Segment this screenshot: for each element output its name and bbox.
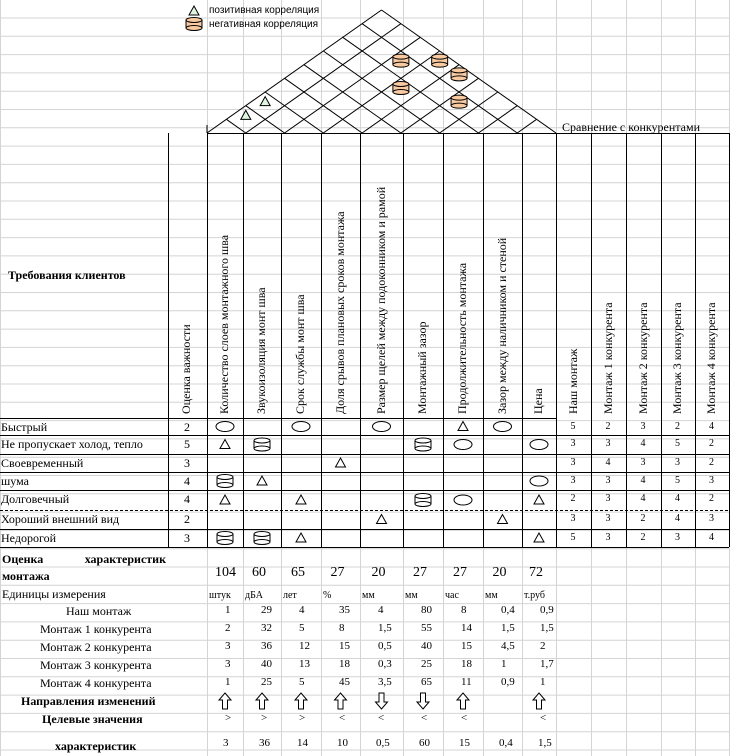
- benchmark-value: 65: [421, 676, 432, 688]
- target-sign: <: [461, 712, 468, 724]
- benchmark-value: 1: [540, 676, 546, 688]
- benchmark-value: 4: [299, 604, 305, 616]
- benchmark-value: 1,7: [540, 658, 554, 670]
- weak-relation-icon: [220, 495, 230, 504]
- characteristic-header: Продолжительность монтажа: [455, 262, 469, 414]
- benchmark-label: Наш монтаж: [66, 604, 132, 618]
- positive-correlation-icon: [241, 110, 251, 119]
- competitor-score: 4: [640, 475, 646, 486]
- competitor-score: 2: [709, 438, 714, 449]
- benchmark-value: 4: [378, 604, 384, 616]
- benchmark-value: 0,3: [378, 658, 392, 670]
- benchmark-value: 13: [299, 658, 310, 670]
- characteristic-header: Срок службы монт шва: [293, 294, 307, 414]
- characteristic-header: Цена: [531, 388, 545, 414]
- competitor-score: 4: [640, 493, 646, 504]
- benchmark-value: 15: [339, 640, 350, 652]
- competitor-score: 5: [570, 421, 576, 432]
- target-sign: >: [261, 712, 268, 724]
- unit-value: мм: [362, 590, 375, 601]
- competitor-score: 3: [570, 438, 576, 449]
- benchmark-value: 80: [421, 604, 432, 616]
- target-value: 10: [337, 737, 348, 749]
- benchmark-value: 1,5: [378, 622, 392, 634]
- benchmark-value: 35: [339, 604, 350, 616]
- benchmark-label: Монтаж 3 конкурента: [40, 658, 152, 672]
- benchmark-label: Монтаж 4 конкурента: [40, 676, 152, 690]
- benchmark-value: 40: [261, 658, 272, 670]
- requirement-name: Быстрый: [1, 420, 48, 434]
- competitor-score: 2: [675, 421, 680, 432]
- negative-correlation-icon: [393, 82, 409, 95]
- roof-line: [362, 65, 459, 133]
- assessment-value: 72: [529, 565, 543, 580]
- competitor-score: 3: [605, 438, 611, 449]
- importance-value: 3: [184, 456, 190, 470]
- benchmark-value: 1: [225, 604, 231, 616]
- benchmark-value: 2: [225, 622, 231, 634]
- unit-value: лет: [283, 590, 297, 601]
- benchmark-value: 36: [261, 640, 272, 652]
- roof-line: [304, 65, 401, 133]
- benchmark-value: 5: [299, 622, 305, 634]
- benchmark-value: 0,9: [540, 604, 554, 616]
- legend-positive-label: позитивная корреляция: [209, 5, 320, 16]
- target-value: 3: [223, 737, 229, 749]
- benchmark-value: 1,5: [540, 622, 554, 634]
- benchmark-value: 3,5: [378, 676, 392, 688]
- competitor-score: 2: [605, 421, 611, 432]
- competitor-score: 4: [709, 421, 714, 432]
- benchmark-value: 11: [461, 676, 472, 688]
- requirement-name: Хороший внешний вид: [1, 512, 120, 526]
- competitor-score: 3: [709, 475, 714, 486]
- requirements-header: Требования клиентов: [8, 268, 126, 282]
- assessment-value: 27: [330, 565, 345, 580]
- negative-correlation-icon: [432, 54, 448, 67]
- benchmark-value: 8: [339, 622, 345, 634]
- benchmark-value: 55: [421, 622, 432, 634]
- assessment-label: Оценка характеристик монтажа: [2, 552, 166, 583]
- competitor-score: 3: [675, 457, 680, 468]
- target-sign: <: [540, 712, 547, 724]
- assessment-value: 27: [413, 565, 427, 580]
- medium-relation-icon: [254, 438, 270, 451]
- benchmark-value: 1: [501, 658, 507, 670]
- positive-correlation-icon: [189, 6, 199, 15]
- assessment-value: 104: [215, 565, 236, 580]
- competitor-header: Монтаж 2 конкурента: [635, 302, 650, 414]
- medium-relation-icon: [217, 532, 233, 545]
- competitor-score: 3: [709, 513, 714, 524]
- weak-relation-icon: [534, 495, 544, 504]
- competitor-score: 3: [570, 457, 576, 468]
- benchmark-value: 32: [261, 622, 272, 634]
- strong-relation-icon: [454, 440, 472, 450]
- unit-value: мм: [405, 590, 418, 601]
- competitor-header: Монтаж 4 конкурента: [704, 302, 718, 414]
- benchmark-value: 25: [261, 676, 272, 688]
- unit-value: штук: [209, 590, 231, 601]
- medium-relation-icon: [254, 532, 270, 545]
- benchmark-value: 0,5: [378, 640, 392, 652]
- characteristic-header: Зазор между наличником и стеной: [494, 237, 509, 414]
- weak-relation-icon: [220, 440, 230, 449]
- competitor-score: 3: [605, 475, 611, 486]
- weak-relation-icon: [498, 515, 508, 524]
- medium-relation-icon: [415, 494, 431, 507]
- assessment-value: 60: [252, 565, 266, 580]
- medium-relation-icon: [217, 475, 233, 488]
- benchmark-label: Монтаж 1 конкурента: [40, 622, 152, 636]
- directions-label: Направления изменений: [21, 694, 156, 708]
- benchmark-value: 3: [225, 640, 231, 652]
- benchmark-value: 4,5: [501, 640, 515, 652]
- negative-correlation-icon: [451, 68, 467, 81]
- negative-correlation-icon: [186, 18, 202, 31]
- competitor-score: 2: [640, 513, 646, 524]
- weak-relation-icon: [336, 458, 346, 467]
- negative-correlation-icon: [393, 54, 409, 67]
- target-value: 36: [259, 737, 270, 749]
- benchmark-value: 0,4: [501, 604, 515, 616]
- importance-value: 3: [184, 531, 190, 545]
- competitor-score: 2: [709, 457, 714, 468]
- target-value: 1,5: [538, 737, 552, 749]
- benchmark-value: 0,9: [501, 676, 515, 688]
- target-value: 60: [419, 737, 430, 749]
- benchmark-value: 15: [461, 640, 472, 652]
- competitor-score: 4: [605, 457, 611, 468]
- competitor-score: 5: [675, 475, 680, 486]
- roof-line: [265, 92, 323, 133]
- roof-line: [440, 92, 498, 133]
- competitor-header: Монтаж 3 конкурента: [670, 302, 684, 414]
- medium-relation-icon: [415, 438, 431, 451]
- importance-value: 5: [184, 437, 190, 451]
- target-sign: <: [378, 712, 385, 724]
- benchmark-value: 18: [339, 658, 350, 670]
- benchmark-value: 3: [225, 658, 231, 670]
- competitor-score: 3: [675, 532, 680, 543]
- importance-value: 4: [184, 474, 190, 488]
- benchmark-value: 1,5: [501, 622, 515, 634]
- weak-relation-icon: [257, 476, 267, 485]
- importance-value: 2: [184, 420, 190, 434]
- requirement-name: Своевременный: [1, 456, 84, 470]
- requirement-name: шума: [1, 474, 29, 488]
- competitor-header: Наш монтаж: [565, 348, 580, 414]
- competitor-score: 3: [570, 513, 576, 524]
- roof-line: [517, 119, 536, 133]
- benchmark-value: 2: [540, 640, 546, 652]
- competitor-score: 3: [640, 421, 646, 432]
- weak-relation-icon: [534, 533, 544, 542]
- benchmark-value: 45: [339, 676, 350, 688]
- competitor-score: 3: [640, 457, 646, 468]
- positive-correlation-icon: [260, 97, 270, 106]
- competitor-score: 4: [709, 532, 714, 543]
- assessment-value: 20: [371, 565, 386, 580]
- target-value: 0,5: [376, 737, 390, 749]
- benchmark-label: Монтаж 2 конкурента: [40, 640, 152, 654]
- unit-value: т.руб: [524, 590, 545, 601]
- units-label: Единицы измерения: [2, 587, 106, 601]
- competitor-score: 3: [605, 513, 611, 524]
- target-sign: <: [421, 712, 428, 724]
- benchmark-value: 5: [299, 676, 305, 688]
- target-sign: <: [339, 712, 346, 724]
- negative-correlation-icon: [451, 95, 467, 108]
- roof-line: [343, 37, 479, 133]
- importance-header: Оценка важности: [179, 324, 193, 414]
- characteristic-header: Размер щелей между подоконником и рамой: [373, 186, 388, 414]
- weak-relation-icon: [458, 422, 468, 431]
- competitor-score: 5: [570, 532, 576, 543]
- requirement-name: Долговечный: [1, 492, 70, 506]
- competitor-score: 4: [640, 438, 646, 449]
- roof-line: [226, 119, 245, 133]
- roof-line: [382, 10, 557, 133]
- requirement-name: Недорогой: [1, 531, 56, 545]
- characteristic-header: Количество слоев монтажного шва: [217, 234, 231, 414]
- weak-relation-icon: [296, 495, 306, 504]
- assessment-value: 65: [291, 565, 305, 580]
- target-sign: >: [225, 712, 232, 724]
- benchmark-value: 29: [261, 604, 272, 616]
- strong-relation-icon: [292, 422, 310, 432]
- competitor-score: 3: [605, 532, 611, 543]
- benchmark-value: 25: [421, 658, 432, 670]
- targets-label-2: характеристик: [55, 739, 137, 753]
- targets-label: Целевые значения: [42, 712, 143, 726]
- competitor-header: Монтаж 1 конкурента: [600, 302, 615, 414]
- weak-relation-icon: [296, 533, 306, 542]
- benchmark-value: 40: [421, 640, 432, 652]
- weak-relation-icon: [377, 515, 387, 524]
- benchmark-value: 18: [461, 658, 472, 670]
- strong-relation-icon: [494, 422, 512, 432]
- unit-value: дБА: [245, 590, 263, 601]
- target-value: 0,4: [499, 737, 513, 749]
- competitor-score: 3: [570, 475, 576, 486]
- characteristic-header: Монтажный зазор: [415, 321, 429, 414]
- competitor-score: 3: [605, 493, 611, 504]
- benchmark-value: 8: [461, 604, 467, 616]
- competitor-score: 5: [675, 438, 680, 449]
- competitor-score: 2: [570, 493, 576, 504]
- benchmark-value: 14: [461, 622, 472, 634]
- competitor-score: 2: [709, 493, 714, 504]
- assessment-value: 27: [453, 565, 467, 580]
- strong-relation-icon: [454, 495, 472, 505]
- importance-value: 2: [184, 512, 190, 526]
- competitor-score: 2: [640, 532, 646, 543]
- assessment-value: 20: [492, 565, 507, 580]
- target-value: 15: [459, 737, 470, 749]
- competitor-score: 4: [675, 493, 680, 504]
- strong-relation-icon: [216, 422, 234, 432]
- importance-value: 4: [184, 492, 190, 506]
- requirement-name: Не пропускает холод, тепло: [1, 437, 143, 451]
- strong-relation-icon: [530, 476, 548, 486]
- characteristic-header: Звукоизоляция монт шва: [254, 287, 268, 414]
- unit-value: мм: [485, 590, 498, 601]
- benchmark-value: 12: [299, 640, 310, 652]
- unit-value: %: [323, 590, 332, 601]
- legend-negative-label: негативная корреляция: [209, 19, 318, 30]
- strong-relation-icon: [530, 440, 548, 450]
- target-value: 14: [297, 737, 308, 749]
- unit-value: час: [445, 590, 459, 601]
- benchmark-value: 1: [225, 676, 231, 688]
- target-sign: >: [299, 712, 306, 724]
- strong-relation-icon: [373, 422, 391, 432]
- characteristic-header: Доля срывов плановых сроков монтажа: [332, 211, 347, 414]
- competitor-comparison-header: Сравнение с конкурентами: [562, 120, 701, 134]
- competitor-score: 4: [675, 513, 680, 524]
